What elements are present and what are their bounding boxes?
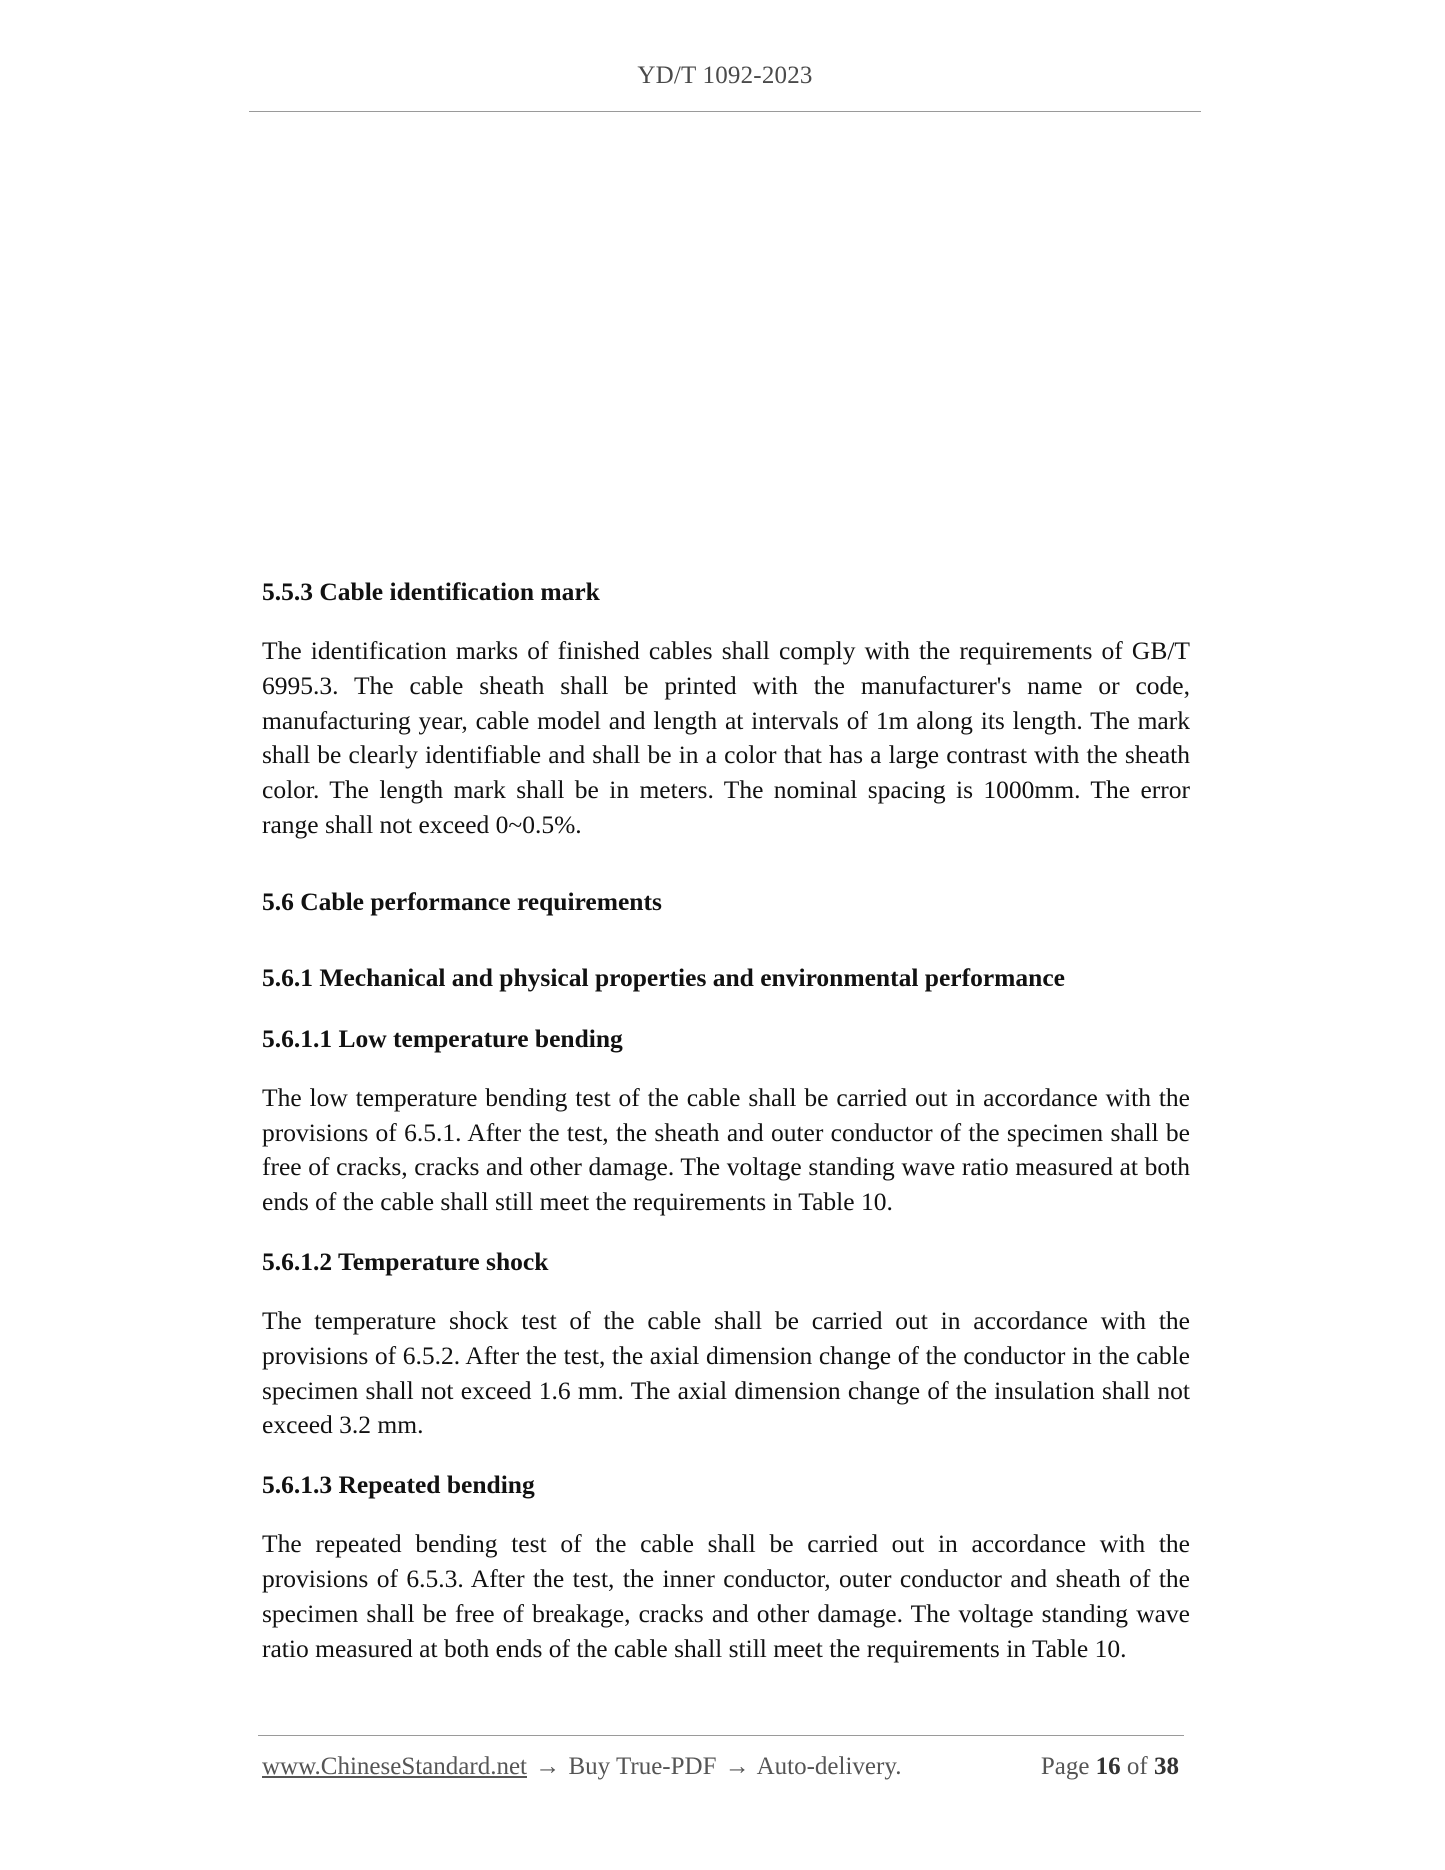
arrow-right-icon: →	[724, 1753, 750, 1780]
page-label: Page	[1040, 1753, 1090, 1780]
auto-delivery-text: Auto-delivery.	[756, 1753, 902, 1780]
section-5-6-1-2-body: The temperature shock test of the cable shall be carried out in accordance with the provisions of 6.5.2. After the test, the axial dimension change of the conductor in the cable specimen shall not exceed 1.6 mm. The axial dimension change of the insulation shall not exceed 3.2 mm.	[262, 1305, 1190, 1440]
section-5-5-3-body: The identification marks of finished cables shall comply with the requirements of GB/T 6995.3. The cable sheath shall be printed with the manufacturer's name or code, manufacturing year, cable model and length at intervals of 1m along its length. The mark shall be clearly identifiable and shall be in a color that has a large contrast with the sheath color. The length mark shall be in meters. The nominal spacing is 1000mm. The error range shall not exceed 0~0.5%.	[262, 636, 1190, 839]
section-5-6-1-3-body: The repeated bending test of the cable shall be carried out in accordance with the provisions of 6.5.3. After the test, the inner conductor, outer conductor and sheath of the specimen shall be free of breakage, cracks and other damage. The voltage standing wave ratio measured at both ends of the cable shall still meet the requirements in Table 10.	[262, 1529, 1190, 1663]
page-number-indicator	[1041, 1753, 1179, 1781]
section-5-6-1-3-heading: 5.6.1.3 Repeated bending	[262, 1470, 535, 1500]
buy-true-pdf-text: Buy True-PDF	[568, 1753, 717, 1780]
section-5-6-1-1-body: The low temperature bending test of the cable shall be carried out in accordance with the provisions of 6.5.1. After the test, the sheath and outer conductor of the specimen shall be free of cracks, cracks and other damage. The voltage standing wave ratio measured at both ends of the cable shall still meet the requirements in Table 10.	[262, 1082, 1190, 1217]
section-5-6-1-2-heading: 5.6.1.2 Temperature shock	[262, 1246, 549, 1276]
footer-divider	[258, 1735, 1184, 1736]
section-5-6-heading: 5.6 Cable performance requirements	[262, 886, 662, 916]
page-content	[262, 575, 1190, 1666]
header-divider	[249, 111, 1201, 112]
total-page-count: 38	[1154, 1753, 1179, 1780]
section-5-5-3-heading: 5.5.3 Cable identification mark	[262, 577, 600, 606]
chinesestandard-link[interactable]: www.ChineseStandard.net	[262, 1753, 527, 1780]
current-page-number: 16	[1095, 1753, 1121, 1780]
section-5-6-1-heading: 5.6.1 Mechanical and physical properties and environmental performance	[262, 962, 1065, 992]
footer-promo	[262, 1753, 901, 1781]
section-5-6-1-1-heading: 5.6.1.1 Low temperature bending	[262, 1023, 623, 1053]
arrow-right-icon: →	[535, 1753, 561, 1780]
of-label: of	[1126, 1753, 1148, 1780]
document-code-header: YD/T 1092-2023	[637, 62, 813, 89]
